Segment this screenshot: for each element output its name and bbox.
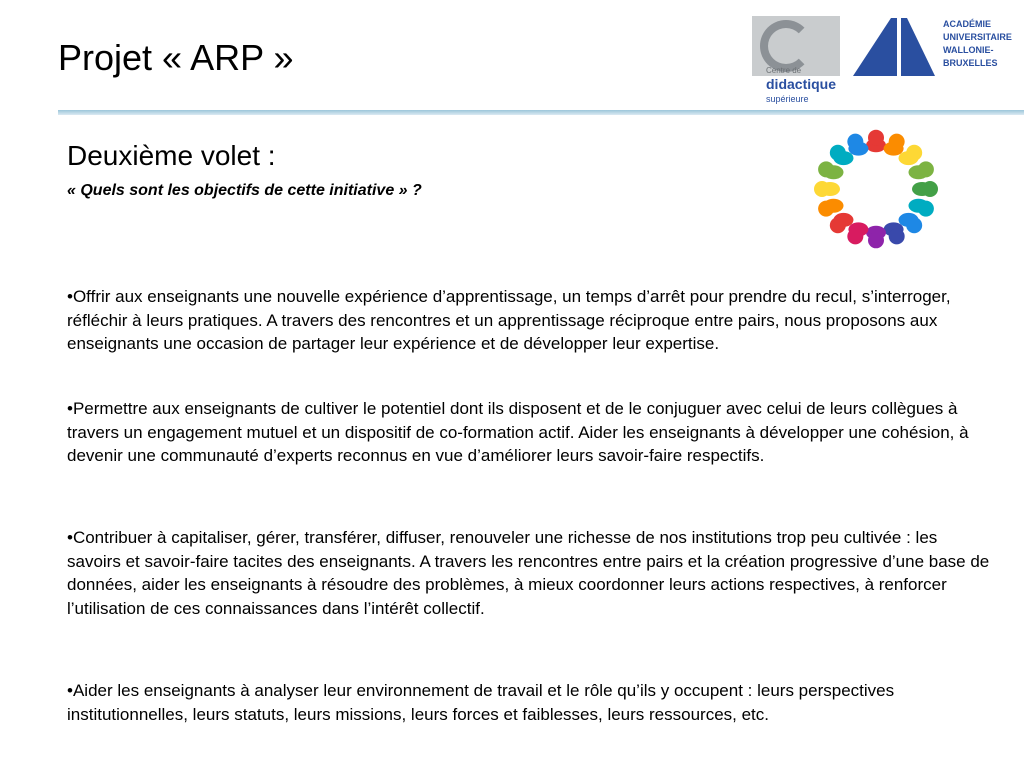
auwb-logo — [851, 16, 1021, 78]
section-question: « Quels sont les objectifs de cette initiative » ? — [67, 182, 422, 199]
person-head — [814, 181, 830, 197]
auwb-logo-line: WALLONIE- — [943, 45, 994, 55]
person-head — [889, 134, 905, 150]
bullet-item: •Aider les enseignants à analyser leur environnement de travail et le rôle qu’ils y occupent : leurs perspectives institutionnelles, leurs statuts, leurs missions, leurs forces et faiblesses, leurs ressources, etc. — [67, 681, 895, 724]
section-subtitle: Deuxième volet : — [67, 140, 276, 171]
cds-logo-ring-icon — [760, 20, 812, 72]
person-head — [889, 228, 905, 244]
person-head — [918, 201, 934, 217]
auwb-logo-line: UNIVERSITAIRE — [943, 32, 1012, 42]
person-head — [847, 134, 863, 150]
bullet-item: •Contribuer à capitaliser, gérer, transférer, diffuser, renouveler une richesse de nos institutions trop peu cultivée : les savoirs et savoir-faire tacites des enseignants. A travers les rencontres entre pairs et la création progressive d’une base de données, aider les enseignants à résoudre des problèmes, à mieux coordonner leurs actions respectives, à renforcer l’utilisation de ces connaissances dans l’intérêt collectif. — [67, 528, 990, 618]
person-head — [918, 161, 934, 177]
person-head — [847, 228, 863, 244]
cds-logo-small-text: Centre de — [766, 66, 802, 75]
person-head — [906, 217, 922, 233]
cds-logo-main-text: didactique — [766, 76, 837, 92]
person-head — [830, 217, 846, 233]
person-head — [818, 161, 834, 177]
slide-title: Projet « ARP » — [58, 37, 294, 78]
people-circle-illustration — [793, 116, 959, 262]
person-head — [868, 130, 884, 146]
bullet-item: •Offrir aux enseignants une nouvelle expérience d’apprentissage, un temps d’arrêt pour prendre du recul, s’interroger, réfléchir à leurs pratiques. A travers des rencontres et un apprentissage réciproque entre pairs, nous proposons aux enseignants une occasion de partager leur expérience et de développer leur expertise. — [67, 287, 951, 353]
auwb-logo-line: BRUXELLES — [943, 58, 998, 68]
bullet-item: •Permettre aux enseignants de cultiver le potentiel dont ils disposent et de le conjuguer avec celui de leurs collègues à travers un engagement mutuel et un dispositif de co-formation actif. Aider les enseignants à développer une cohésion, à devenir une communauté d’experts reconnus en vue d’améliorer leurs savoir-faire respectifs. — [67, 399, 969, 465]
person-head — [818, 201, 834, 217]
auwb-logo-text — [943, 18, 1023, 70]
person-head — [922, 181, 938, 197]
auwb-logo-triangle-icon — [851, 16, 937, 78]
cds-logo — [752, 16, 844, 104]
title-divider — [58, 110, 1024, 115]
person-head — [868, 232, 884, 248]
person-head — [906, 145, 922, 161]
cds-logo-sub-text: supérieure — [766, 94, 809, 104]
auwb-logo-line: ACADÉMIE — [943, 19, 992, 29]
person-head — [830, 145, 846, 161]
